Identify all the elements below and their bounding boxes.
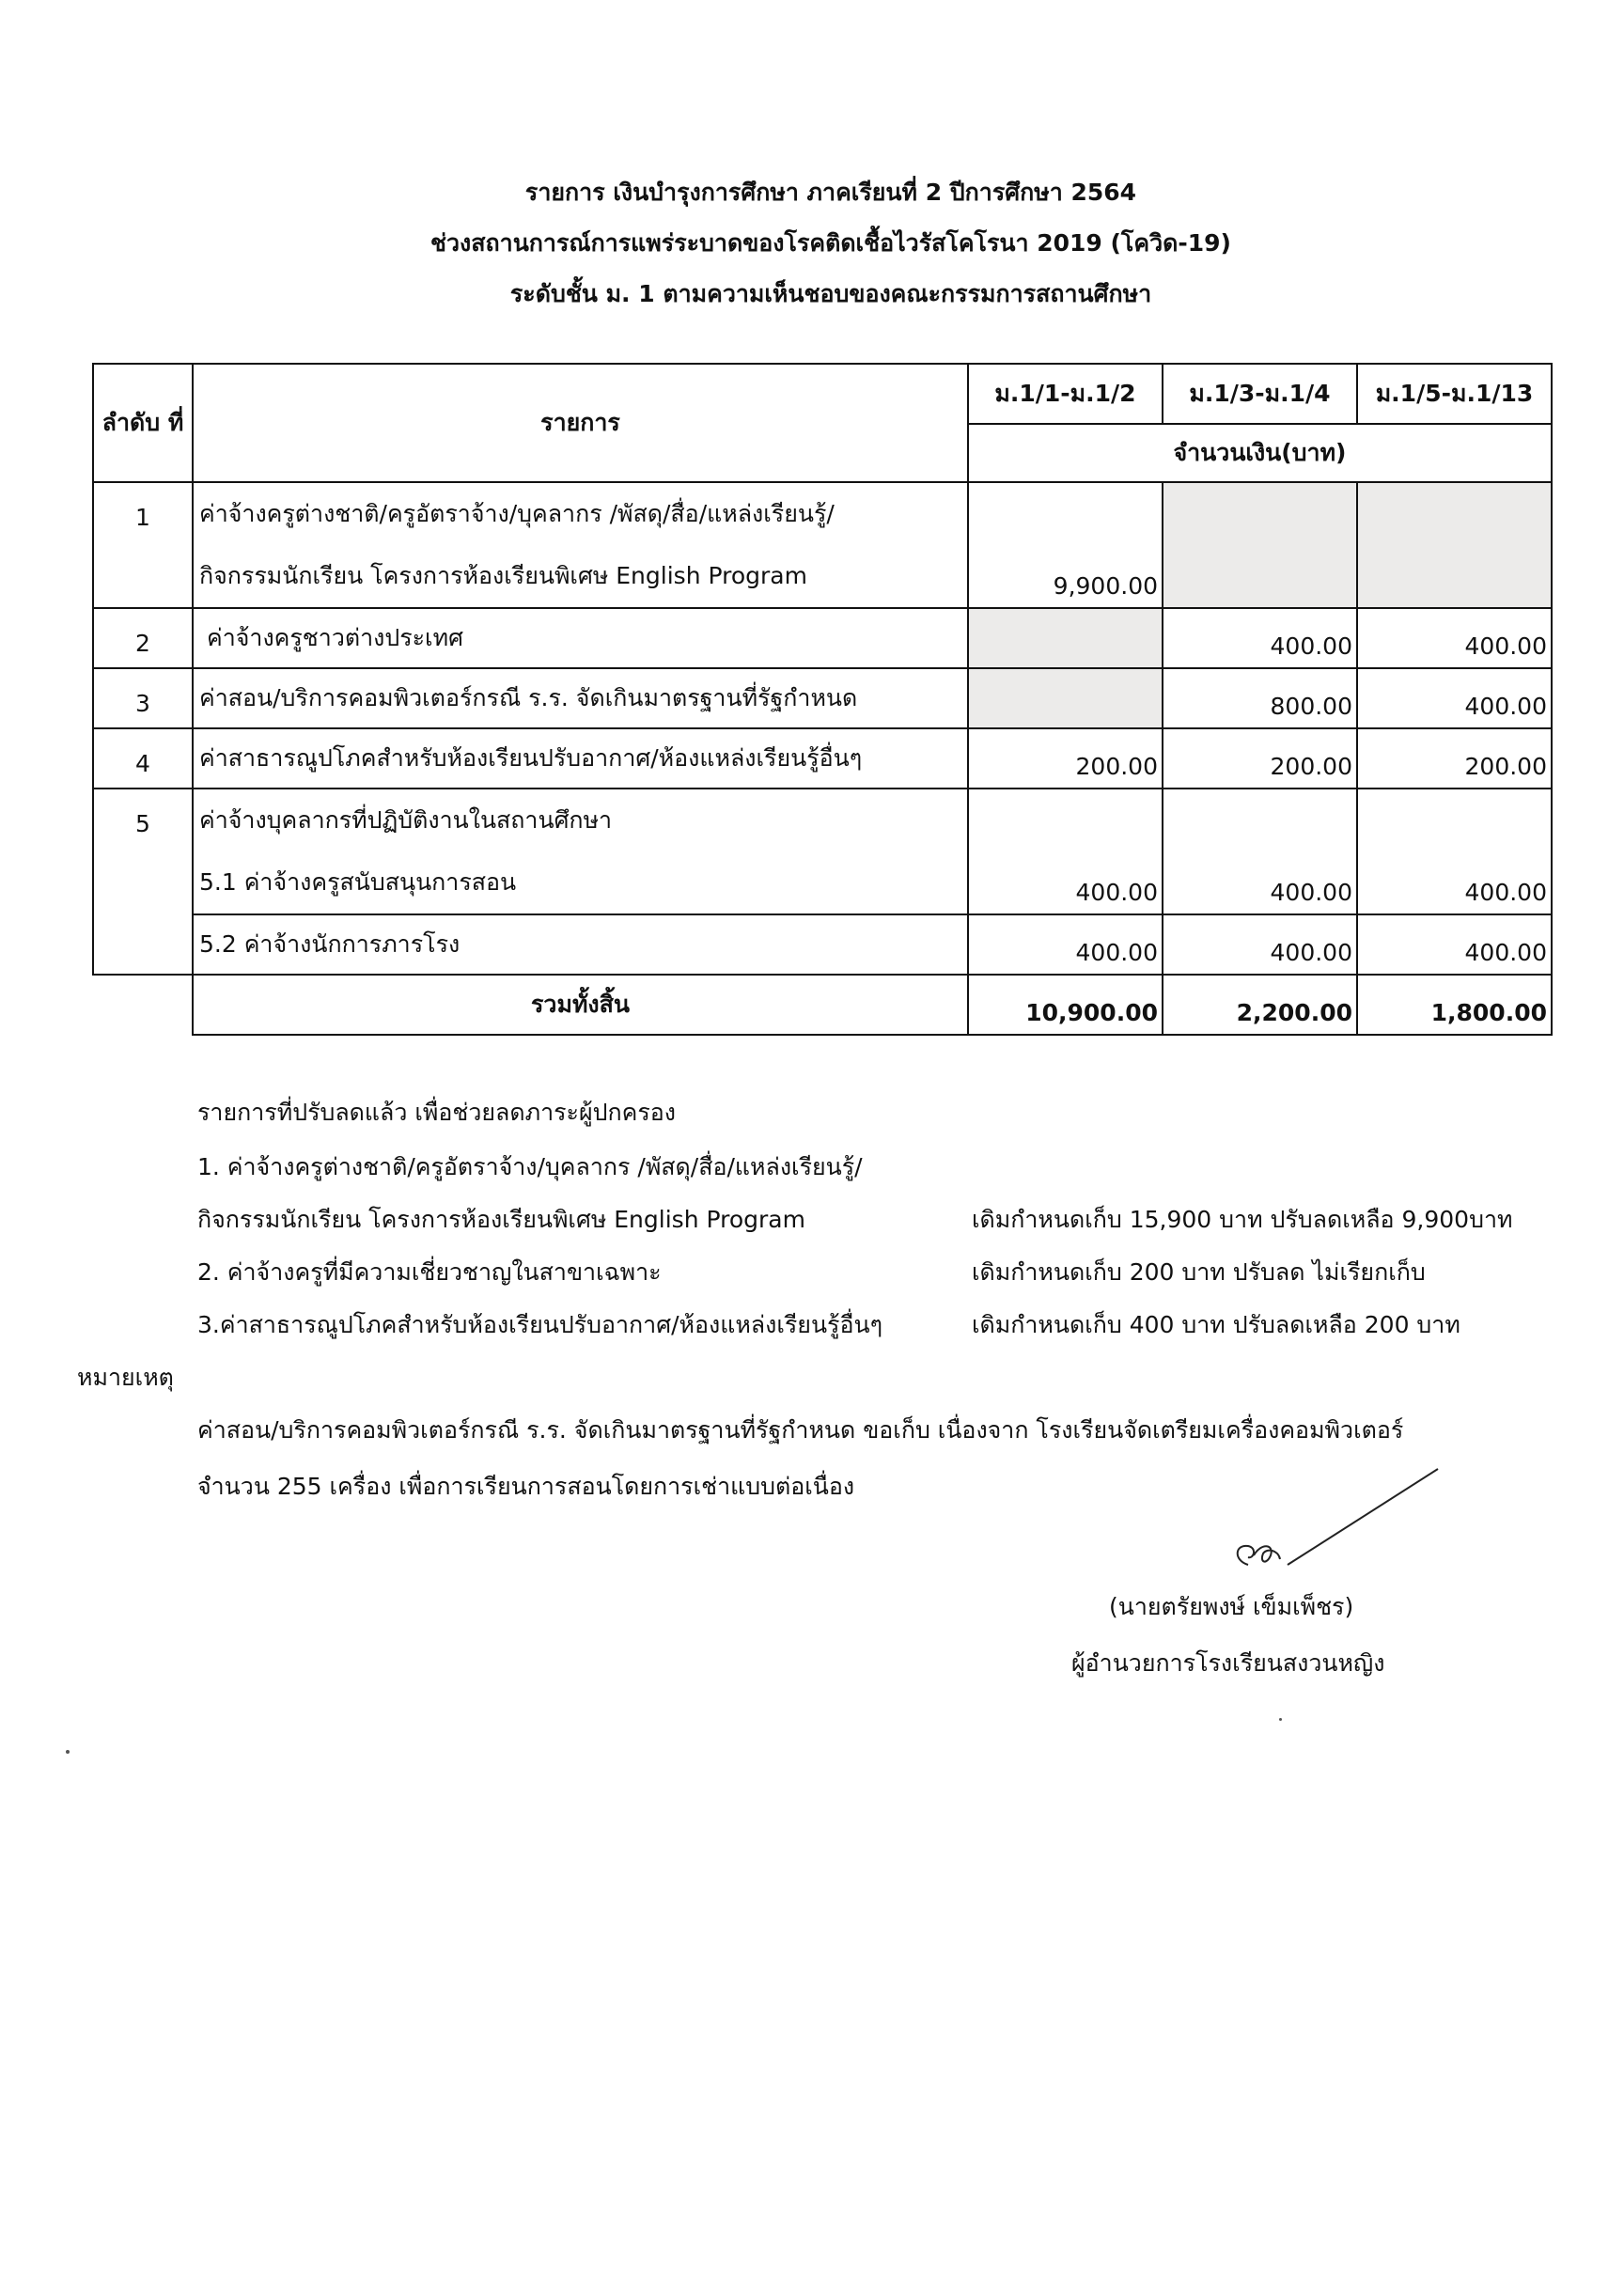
row-item: ค่าสอน/บริการคอมพิวเตอร์กรณี ร.ร. จัดเกินมาตรฐานที่รัฐกำหนด [193, 668, 968, 728]
total-row [93, 975, 1552, 1035]
row-item-line: 5.1 ค่าจ้างครูสนับสนุนการสอน [199, 868, 517, 896]
scan-speck [1279, 1718, 1282, 1721]
table-row [93, 608, 1552, 668]
row-item-line: ค่าจ้างครูต่างชาติ/ครูอัตราจ้าง/บุคลากร /พัสดุ/สื่อ/แหล่งเรียนรู้/ [199, 500, 835, 527]
remark-line-2: จำนวน 255 เครื่อง เพื่อการเรียนการสอนโดยการเช่าแบบต่อเนื่อง [197, 1473, 855, 1500]
total-amount: 10,900.00 [968, 975, 1163, 1035]
total-amount: 1,800.00 [1357, 975, 1552, 1035]
header-item: รายการ [193, 364, 968, 482]
header-amount-unit: จำนวนเงิน(บาท) [968, 424, 1552, 482]
header-col-1: ม.1/1-ม.1/2 [968, 364, 1163, 424]
amount-cell: 400.00 [1357, 668, 1552, 728]
amount-cell: 9,900.00 [968, 482, 1163, 608]
table-row [93, 482, 1552, 608]
title-line-2: ช่วงสถานการณ์การแพร่ระบาดของโรคติดเชื้อไวรัสโคโรนา 2019 (โควิด-19) [430, 229, 1231, 257]
amount-cell: 800.00 [1163, 668, 1357, 728]
table-row [93, 728, 1552, 789]
total-amount: 2,200.00 [1163, 975, 1357, 1035]
total-spacer [93, 975, 193, 1035]
amount-cell: 400.00 [1357, 789, 1552, 914]
amount-cell: 200.00 [968, 728, 1163, 789]
document-title [0, 167, 1624, 320]
row-item: ค่าสาธารณูปโภคสำหรับห้องเรียนปรับอากาศ/ห้องแหล่งเรียนรู้อื่นๆ [193, 728, 968, 789]
notes-heading: รายการที่ปรับลดแล้ว เพื่อช่วยลดภาระผู้ปกครอง [197, 1099, 676, 1126]
table-header-row [93, 364, 1552, 424]
remark-label: หมายเหตุ [77, 1364, 174, 1391]
header-col-3: ม.1/5-ม.1/13 [1357, 364, 1552, 424]
notes-item-1-cont: กิจกรรมนักเรียน โครงการห้องเรียนพิเศษ English Program [197, 1206, 805, 1233]
row-item: ค่าจ้างครูชาวต่างประเทศ [193, 608, 968, 668]
amount-cell: 400.00 [1163, 608, 1357, 668]
row-number: 3 [93, 668, 193, 728]
row-item [193, 482, 968, 608]
title-line-1: รายการ เงินบำรุงการศึกษา ภาคเรียนที่ 2 ปีการศึกษา 2564 [524, 179, 1137, 206]
row-number: 2 [93, 608, 193, 668]
amount-cell: 400.00 [968, 914, 1163, 975]
amount-cell: 400.00 [1163, 914, 1357, 975]
remark-line-1: ค่าสอน/บริการคอมพิวเตอร์กรณี ร.ร. จัดเกินมาตรฐานที่รัฐกำหนด ขอเก็บ เนื่องจาก โรงเรียนจัดเตรียมเครื่องคอมพิวเตอร์ [197, 1416, 1404, 1444]
amount-cell: 400.00 [1357, 914, 1552, 975]
amount-cell: 200.00 [1163, 728, 1357, 789]
fee-table [92, 363, 1553, 1036]
notes-item-3: 3.ค่าสาธารณูปโภคสำหรับห้องเรียนปรับอากาศ/ห้องแหล่งเรียนรู้อื่นๆ [197, 1311, 882, 1338]
amount-cell-shaded [1357, 482, 1552, 608]
amount-cell: 400.00 [968, 789, 1163, 914]
notes-item-1: 1. ค่าจ้างครูต่างชาติ/ครูอัตราจ้าง/บุคลากร /พัสดุ/สื่อ/แหล่งเรียนรู้/ [197, 1153, 863, 1180]
title-line-3: ระดับชั้น ม. 1 ตามความเห็นชอบของคณะกรรมการสถานศึกษา [509, 280, 1152, 307]
amount-cell-shaded [968, 668, 1163, 728]
notes-item-3-detail: เดิมกำหนดเก็บ 400 บาท ปรับลดเหลือ 200 บาท [972, 1311, 1460, 1338]
scan-speck [66, 1750, 70, 1754]
signatory-name: (นายตรัยพงษ์ เข็มเพ็ชร) [1109, 1593, 1354, 1620]
table-row [93, 668, 1552, 728]
header-no: ลำดับ ที่ [93, 364, 193, 482]
amount-cell-shaded [968, 608, 1163, 668]
amount-cell: 400.00 [1357, 608, 1552, 668]
row-item: 5.2 ค่าจ้างนักการภารโรง [193, 914, 968, 975]
amount-cell-shaded [1163, 482, 1357, 608]
row-number: 5 [93, 789, 193, 975]
header-col-2: ม.1/3-ม.1/4 [1163, 364, 1357, 424]
row-number: 4 [93, 728, 193, 789]
row-number: 1 [93, 482, 193, 608]
signature-mark [1212, 1461, 1485, 1584]
notes-item-1-detail: เดิมกำหนดเก็บ 15,900 บาท ปรับลดเหลือ 9,900บาท [972, 1206, 1513, 1233]
amount-cell: 200.00 [1357, 728, 1552, 789]
table-row [93, 789, 1552, 914]
notes-item-2-detail: เดิมกำหนดเก็บ 200 บาท ปรับลด ไม่เรียกเก็บ [972, 1258, 1426, 1286]
table-row [93, 914, 1552, 975]
total-label: รวมทั้งสิ้น [193, 975, 968, 1035]
signatory-position: ผู้อำนวยการโรงเรียนสงวนหญิง [1071, 1649, 1385, 1677]
notes-item-2: 2. ค่าจ้างครูที่มีความเชี่ยวชาญในสาขาเฉพาะ [197, 1258, 662, 1286]
row-item-line: กิจกรรมนักเรียน โครงการห้องเรียนพิเศษ English Program [199, 562, 807, 589]
row-item-line: ค่าจ้างบุคลากรที่ปฏิบัติงานในสถานศึกษา [199, 806, 613, 834]
amount-cell: 400.00 [1163, 789, 1357, 914]
row-item [193, 789, 968, 914]
